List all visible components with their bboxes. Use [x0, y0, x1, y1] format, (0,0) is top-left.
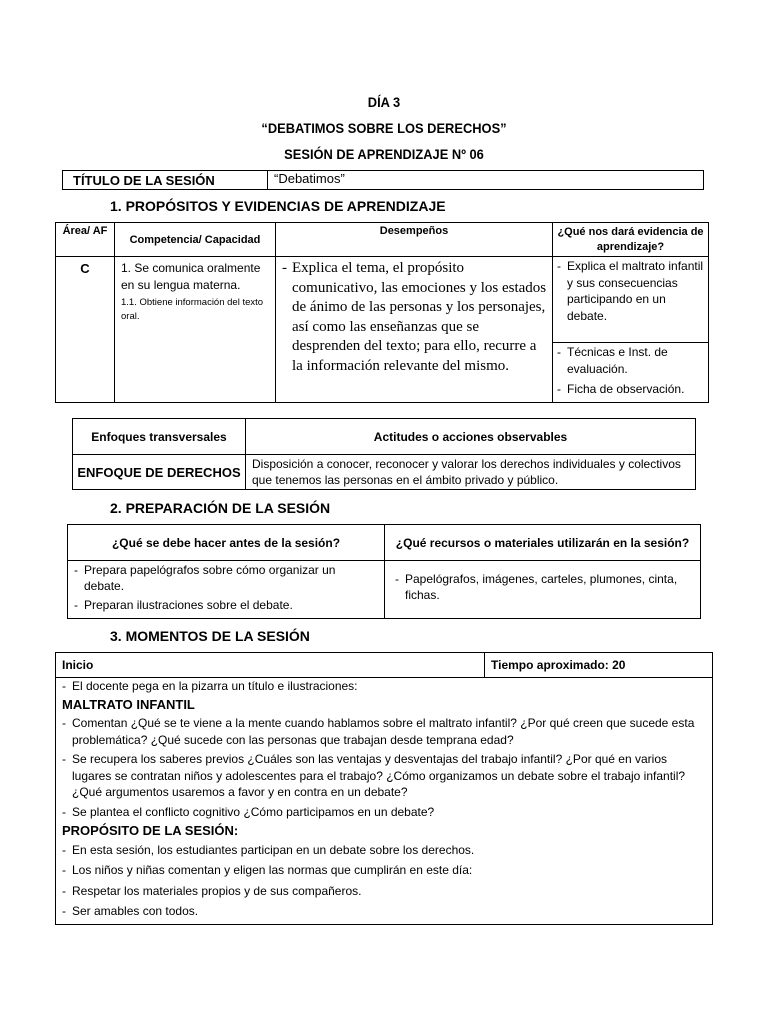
inicio-content [56, 678, 713, 925]
prep-material-item: - Papelógrafos, imágenes, carteles, plumones, cinta, fichas. [393, 571, 694, 603]
proposito-item: - En esta sesión, los estudiantes participan en un debate sobre los derechos. [60, 842, 706, 859]
capacidad-text: 1.1. Obtiene información del texto oral. [121, 297, 264, 322]
actitud-value: Disposición a conocer, reconocer y valorar los derechos individuales y colectivos que tenemos las personas en el ámbito privado y público. [246, 455, 696, 490]
section2-heading: 2. PREPARACIÓN DE LA SESIÓN [110, 500, 331, 516]
maltrato-item: - Comentan ¿Qué se te viene a la mente cuando hablamos sobre el maltrato infantil? ¿Por qué creen que sucede esta problemática? ¿Qué sucede con las personas que trabajan desde temprana edad? [60, 715, 706, 748]
enfoques-col1: Enfoques transversales [73, 419, 246, 455]
prep-before-item: - Preparan ilustraciones sobre el debate. [72, 597, 378, 613]
title-table [62, 170, 704, 190]
prep-before-cell [68, 561, 385, 619]
session-number: SESIÓN DE APRENDIZAJE Nº 06 [284, 146, 484, 162]
proposito-title: PROPÓSITO DE LA SESIÓN: [62, 823, 239, 838]
title-value: “Debatimos” [268, 171, 704, 190]
preparation-table [67, 524, 701, 619]
proposito-item: - Los niños y niñas comentan y eligen las normas que cumplirán en este día: [60, 862, 706, 879]
section3-heading: 3. MOMENTOS DE LA SESIÓN [110, 628, 310, 644]
desempeno-cell [276, 257, 553, 403]
col-competencia: Competencia/ Capacidad [115, 223, 276, 257]
section1-heading: 1. PROPÓSITOS Y EVIDENCIAS DE APRENDIZAJE [110, 198, 446, 214]
competencia-text: 1. Se comunica oralmente en su lengua materna. [121, 261, 261, 292]
inicio-label: Inicio [56, 653, 485, 678]
prep-col2: ¿Qué recursos o materiales utilizarán en la sesión? [385, 525, 701, 561]
competencia-cell [115, 257, 276, 403]
proposito-item: - Respetar los materiales propios y de sus compañeros. [60, 883, 706, 900]
enfoques-col2: Actitudes o acciones observables [246, 419, 696, 455]
desempeno-text: - Explica el tema, el propósito comunicativo, las emociones y los estados de ánimo de las personas y los personajes, así como las enseñanzas que se desprenden del texto; para ello, recurre a la información relevante del mismo. [280, 259, 548, 376]
ficha-text: - Ficha de observación. [555, 381, 704, 398]
prep-col1: ¿Qué se debe hacer antes de la sesión? [68, 525, 385, 561]
maltrato-item: - Se plantea el conflicto cognitivo ¿Cómo participamos en un debate? [60, 804, 706, 821]
title-label: TÍTULO DE LA SESIÓN [63, 171, 268, 190]
enfoque-value: ENFOQUE DE DERECHOS [73, 455, 246, 490]
evidencia-text: - Explica el maltrato infantil y sus consecuencias participando en un debate. [555, 258, 704, 324]
enfoques-table [72, 418, 696, 490]
moments-table [55, 652, 713, 925]
tiempo-label: Tiempo aproximado: 20 [485, 653, 713, 678]
col-desempenos: Desempeños [276, 223, 553, 257]
proposito-item: - Ser amables con todos. [60, 903, 706, 920]
purposes-table [55, 222, 709, 403]
session-theme: “DEBATIMOS SOBRE LOS DERECHOS” [261, 120, 507, 136]
tecnicas-cell [553, 343, 709, 403]
prep-before-item: - Prepara papelógrafos sobre cómo organizar un debate. [72, 562, 378, 594]
intro-item: - El docente pega en la pizarra un título e ilustraciones: [60, 678, 706, 695]
tecnicas-text: - Técnicas e Inst. de evaluación. [555, 344, 704, 377]
maltrato-title: MALTRATO INFANTIL [62, 696, 195, 712]
col-area: Área/ AF [56, 223, 115, 257]
prep-materials-cell [385, 561, 701, 619]
area-value: C [56, 257, 115, 403]
day-title: DÍA 3 [367, 94, 401, 110]
evidencia-cell [553, 257, 709, 343]
col-evidencia: ¿Qué nos dará evidencia de aprendizaje? [553, 223, 709, 257]
maltrato-item: - Se recupera los saberes previos ¿Cuáles son las ventajas y desventajas del trabajo infantil? ¿Por qué en varios lugares se contratan niños y adolescentes para el trabajo? ¿Cómo organizamos un debate sobre el trabajo infantil? ¿Qué argumentos usaremos a favor y en contra en un debate? [60, 751, 706, 801]
